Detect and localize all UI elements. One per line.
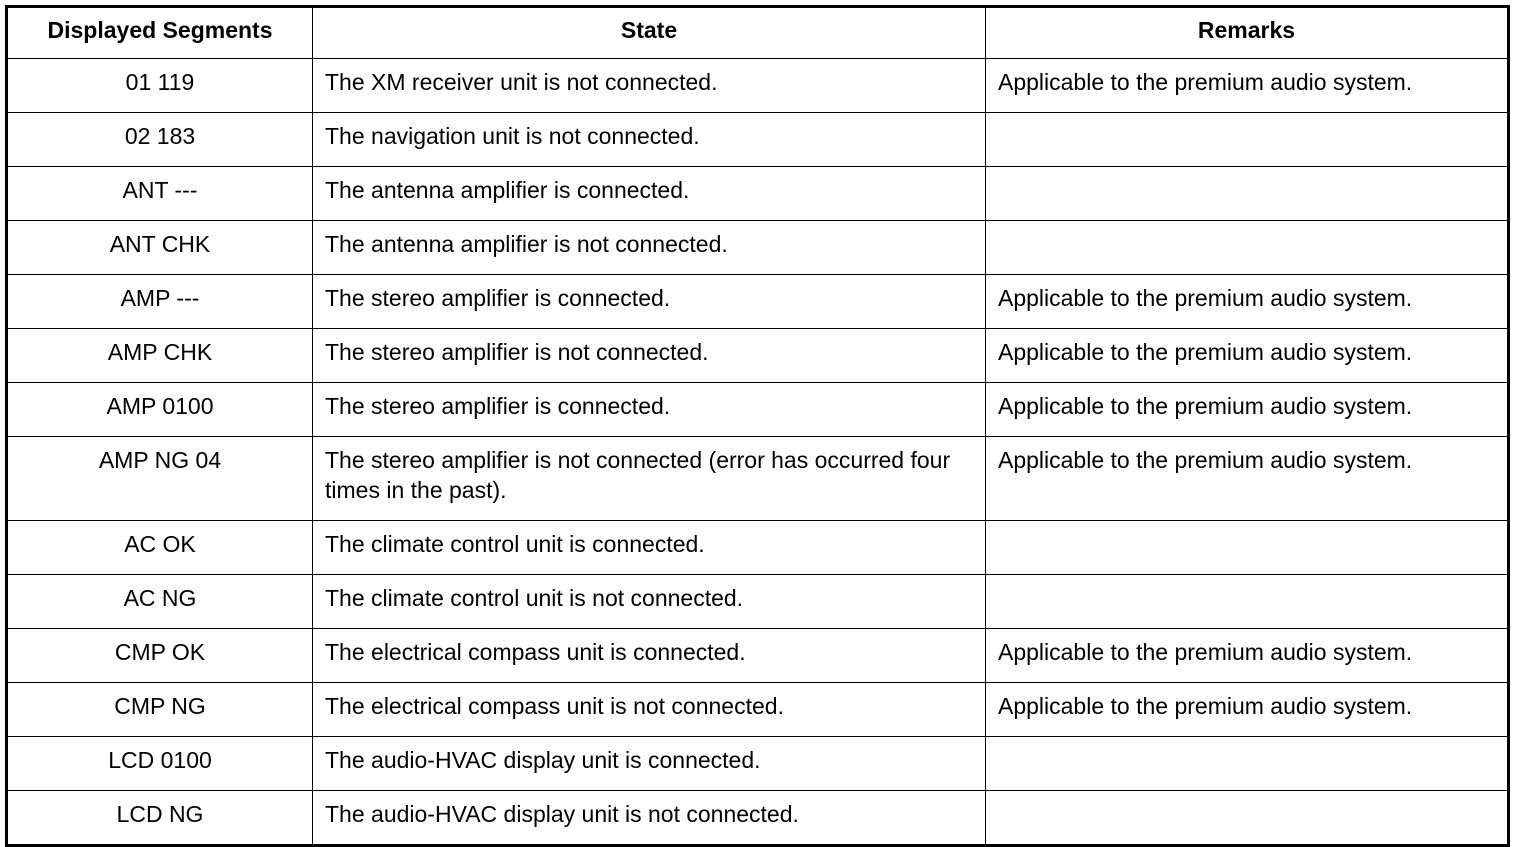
state-cell: The navigation unit is not connected. xyxy=(313,113,986,167)
remarks-cell xyxy=(986,737,1509,791)
table-row xyxy=(7,791,1509,846)
state-cell: The stereo amplifier is connected. xyxy=(313,275,986,329)
table-row xyxy=(7,221,1509,275)
state-cell: The stereo amplifier is not connected. xyxy=(313,329,986,383)
remarks-cell xyxy=(986,113,1509,167)
state-cell: The XM receiver unit is not connected. xyxy=(313,59,986,113)
state-cell: The climate control unit is not connected. xyxy=(313,575,986,629)
segment-cell: CMP OK xyxy=(7,629,313,683)
remarks-cell xyxy=(986,791,1509,846)
state-cell: The antenna amplifier is not connected. xyxy=(313,221,986,275)
state-cell: The electrical compass unit is not connected. xyxy=(313,683,986,737)
state-cell: The antenna amplifier is connected. xyxy=(313,167,986,221)
remarks-cell: Applicable to the premium audio system. xyxy=(986,437,1509,521)
segment-cell: AMP CHK xyxy=(7,329,313,383)
segment-cell: AC OK xyxy=(7,521,313,575)
table-row xyxy=(7,383,1509,437)
table-row xyxy=(7,437,1509,521)
table-row xyxy=(7,683,1509,737)
segment-cell: LCD 0100 xyxy=(7,737,313,791)
segment-cell: CMP NG xyxy=(7,683,313,737)
table-row xyxy=(7,629,1509,683)
table-row xyxy=(7,575,1509,629)
remarks-cell xyxy=(986,167,1509,221)
table-header-row xyxy=(7,7,1509,59)
remarks-cell: Applicable to the premium audio system. xyxy=(986,59,1509,113)
table-row xyxy=(7,167,1509,221)
header-remarks: Remarks xyxy=(986,7,1509,59)
table-row xyxy=(7,329,1509,383)
segments-table xyxy=(5,5,1510,847)
segment-cell: AMP 0100 xyxy=(7,383,313,437)
remarks-cell: Applicable to the premium audio system. xyxy=(986,329,1509,383)
remarks-cell xyxy=(986,221,1509,275)
segment-cell: AC NG xyxy=(7,575,313,629)
state-cell: The audio-HVAC display unit is not connected. xyxy=(313,791,986,846)
header-state: State xyxy=(313,7,986,59)
segment-cell: ANT CHK xyxy=(7,221,313,275)
remarks-cell: Applicable to the premium audio system. xyxy=(986,383,1509,437)
table-row xyxy=(7,59,1509,113)
table-row xyxy=(7,275,1509,329)
header-displayed-segments: Displayed Segments xyxy=(7,7,313,59)
state-cell: The stereo amplifier is connected. xyxy=(313,383,986,437)
remarks-cell: Applicable to the premium audio system. xyxy=(986,275,1509,329)
table-row xyxy=(7,521,1509,575)
segment-cell: 02 183 xyxy=(7,113,313,167)
segment-cell: 01 119 xyxy=(7,59,313,113)
table-row xyxy=(7,737,1509,791)
state-cell: The audio-HVAC display unit is connected. xyxy=(313,737,986,791)
remarks-cell xyxy=(986,575,1509,629)
table-row xyxy=(7,113,1509,167)
remarks-cell: Applicable to the premium audio system. xyxy=(986,629,1509,683)
state-cell: The electrical compass unit is connected. xyxy=(313,629,986,683)
segment-cell: AMP NG 04 xyxy=(7,437,313,521)
remarks-cell xyxy=(986,521,1509,575)
state-cell: The stereo amplifier is not connected (error has occurred four times in the past). xyxy=(313,437,986,521)
state-cell: The climate control unit is connected. xyxy=(313,521,986,575)
segment-cell: LCD NG xyxy=(7,791,313,846)
segment-cell: AMP --- xyxy=(7,275,313,329)
remarks-cell: Applicable to the premium audio system. xyxy=(986,683,1509,737)
segments-table-container xyxy=(5,5,1507,847)
segment-cell: ANT --- xyxy=(7,167,313,221)
